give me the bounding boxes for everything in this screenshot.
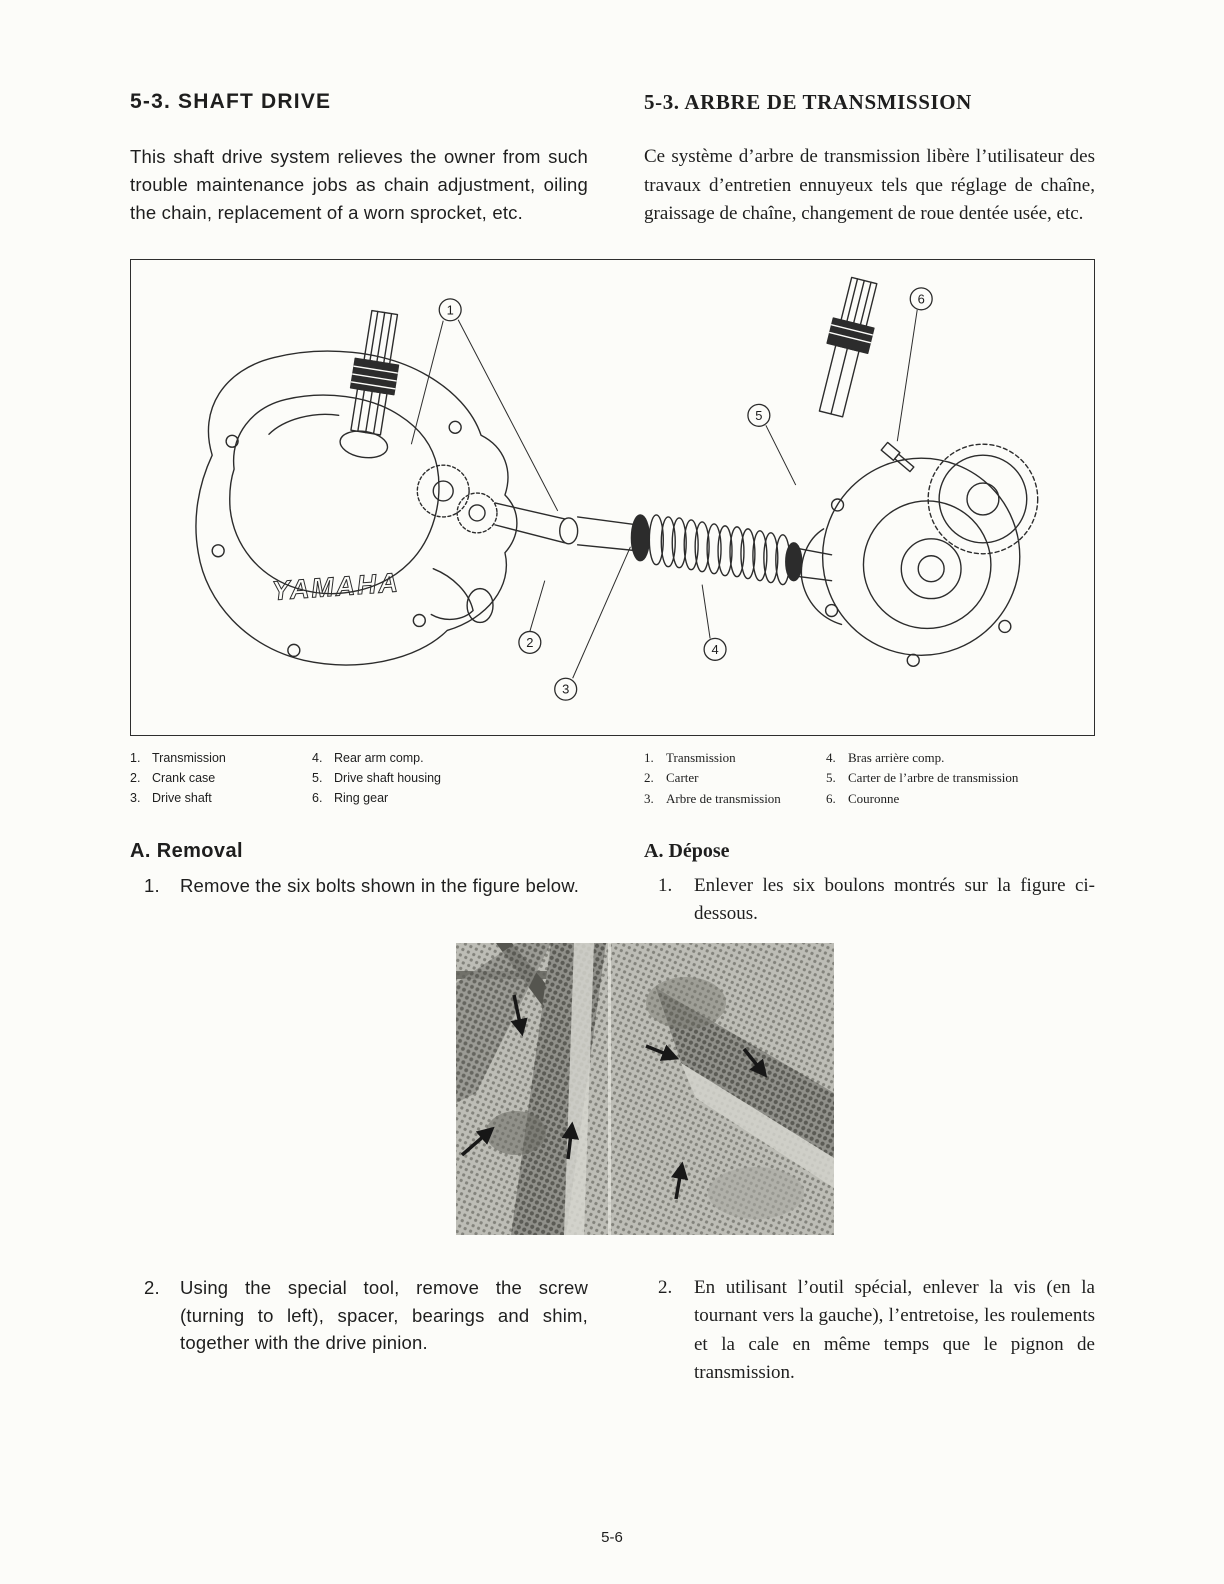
drive-shaft-boot [649,514,789,584]
legend-item: 2. Carter [644,770,699,786]
legend-en [130,748,588,810]
removal-heading-fr: A. Dépose [644,839,730,862]
legend-item: 3. Arbre de transmission [644,791,781,807]
callout-2 [519,631,541,653]
housing-input-shaft [811,275,885,418]
legend-item: 4. Bras arrière comp. [826,749,945,765]
svg-text:3: 3 [562,681,570,697]
legend-item: 2. Crank case [130,770,216,785]
legend-fr [644,748,1095,810]
svg-text:5: 5 [755,407,763,423]
callout-leader-lines [411,309,917,677]
callout-1 [439,298,461,320]
section-heading-fr: 5-3. ARBRE DE TRANSMISSION [644,90,972,114]
legend-item: 1. Transmission [130,750,226,765]
removal-heading-en: A. Removal [130,839,243,862]
svg-text:2: 2 [526,634,534,650]
intro-paragraph-en: This shaft drive system relieves the owner from such trouble maintenance jobs as chain adjustment, oiling the chain, replacement of a worn sprocket, etc. [130,146,588,223]
callout-5 [748,404,770,426]
svg-text:6: 6 [917,290,925,306]
legend-item: 3. Drive shaft [130,790,212,805]
callout-4 [704,638,726,660]
legend-item: 5. Drive shaft housing [312,770,442,785]
section-heading-en: 5-3. SHAFT DRIVE [130,90,332,113]
shaft-drive-diagram [131,260,1094,735]
svg-text:1: 1 [446,301,454,317]
shaft-drive-figure [130,259,1095,736]
legend-item: 5. Carter de l’arbre de transmission [826,770,1019,786]
step-1-en: 1. Remove the six bolts shown in the figure below. [144,874,580,896]
legend-item: 1. Transmission [644,749,736,765]
step-2-fr: 2. En utilisant l’outil spécial, enlever la vis (en la tournant vers la gauche), l’entretoise, les roulements et la cale en même temps que le pignon de transmission. [658,1276,1095,1384]
step-1-fr: 1. Enlever les six boulons montrés sur la figure ci-dessous. [658,874,1095,925]
step-2-en: 2. Using the special tool, remove the screw (turning to left), spacer, bearings and shim, together with the drive pinion. [144,1276,588,1354]
bolt-photo-image [456,943,834,1235]
legend-item: 4. Rear arm comp. [312,750,424,765]
callout-6 [910,287,932,309]
bolt-photo [456,943,834,1235]
callout-3 [555,678,577,700]
legend-item: 6. Ring gear [312,790,389,805]
yamaha-logo: YAMAHA [270,566,401,606]
svg-text:4: 4 [711,641,719,657]
parts-legend [130,748,1095,810]
legend-item: 6. Couronne [826,791,900,807]
page-number: 5-6 [601,1529,623,1546]
drive-shaft-housing [801,444,1037,666]
transmission-shaft [338,308,408,460]
intro-paragraph-fr: Ce système d’arbre de transmission libère l’utilisateur des travaux d’entretien ennuyeux tels que réglage de chaîne, graissage de chaîne, changement de roue dentée usée, etc. [644,146,1095,224]
